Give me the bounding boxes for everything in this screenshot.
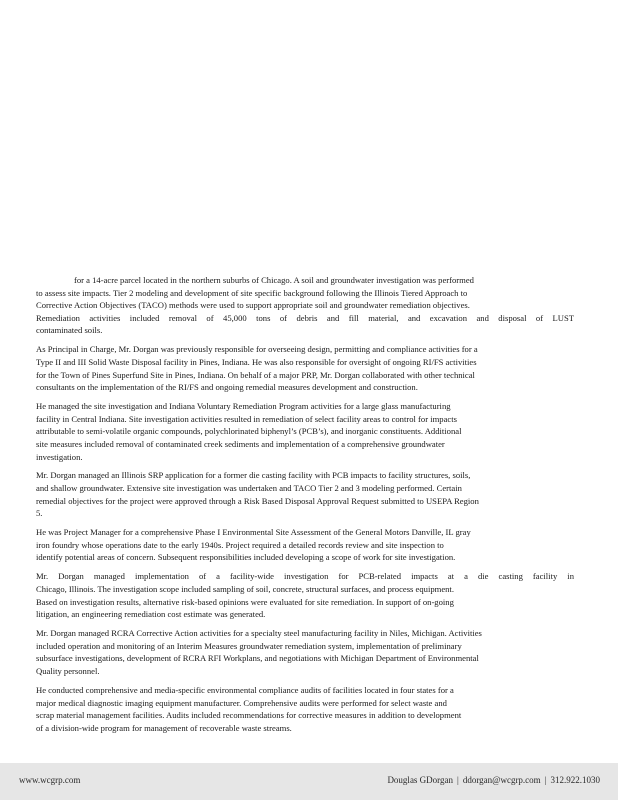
text-line: included operation and monitoring of an Interim Measures groundwater remediation system, implementation of preliminary bbox=[36, 640, 462, 651]
text-line: Mr. Dorgan managed RCRA Corrective Action activities for a specialty steel manufacturing facility in Niles, Michigan. Activities bbox=[36, 628, 482, 639]
text-line: Mr. Dorgan managed an Illinois SRP application for a former die casting facility with PCB impacts to facility structures, soils, bbox=[36, 470, 471, 481]
text-line: investigation. bbox=[36, 451, 83, 462]
text-line: major medical diagnostic imaging equipment manufacturer. Comprehensive audits were performed for select waste and bbox=[36, 697, 447, 708]
text-line: for a 14-acre parcel located in the northern suburbs of Chicago. A soil and groundwater investigation was performed bbox=[74, 275, 474, 285]
body-paragraph bbox=[36, 400, 574, 463]
body-paragraph bbox=[36, 343, 574, 393]
text-line: of a division-wide program for management of recoverable waste streams. bbox=[36, 722, 292, 733]
footer-website[interactable]: www.wcgrp.com bbox=[19, 775, 81, 785]
text-line: As Principal in Charge, Mr. Dorgan was previously responsible for overseeing design, permitting and compliance activities for a bbox=[36, 344, 478, 355]
body-paragraph bbox=[36, 274, 574, 337]
footer-separator: | bbox=[544, 775, 547, 785]
footer-phone: 312.922.1030 bbox=[550, 775, 600, 785]
text-line: 5. bbox=[36, 508, 43, 519]
text-line: He was Project Manager for a comprehensive Phase I Environmental Site Assessment of the General Motors Danville, IL gray bbox=[36, 527, 471, 538]
text-line: Chicago, Illinois. The investigation scope included sampling of soil, concrete, structural surfaces, and process equipment. bbox=[36, 584, 454, 595]
page-footer bbox=[0, 763, 618, 800]
text-line: Corrective Action Objectives (TACO) methods were used to support appropriate soil and groundwater remediation objectives. bbox=[36, 300, 470, 311]
text-line: facility in Central Indiana. Site investigation activities resulted in remediation of select facility areas to control for impacts bbox=[36, 413, 457, 424]
text-line: attributable to semi-volatile organic compounds, polychlorinated biphenyl’s (PCB’s), and inorganic constituents. Additional bbox=[36, 426, 462, 437]
text-line: iron foundry whose operations date to the early 1940s. Project required a detailed records review and site inspection to bbox=[36, 539, 444, 550]
body-paragraph bbox=[36, 627, 574, 677]
text-line: Quality personnel. bbox=[36, 665, 100, 676]
body-paragraph bbox=[36, 570, 574, 620]
body-paragraph bbox=[36, 684, 574, 734]
text-line: Type II and III Solid Waste Disposal facility in Pines, Indiana. He was also responsible for oversight of ongoing RI/FS activities bbox=[36, 356, 477, 367]
footer-name: Douglas GDorgan bbox=[387, 775, 454, 785]
text-line: remedial objectives for the project were approved through a Risk Based Disposal Approval Request submitted to USEPA Region bbox=[36, 495, 479, 506]
text-line: consultants on the implementation of the RI/FS and ongoing remedial measures development and construction. bbox=[36, 382, 418, 393]
footer-separator: | bbox=[457, 775, 459, 785]
footer-email[interactable]: ddorgan@wcgrp.com bbox=[462, 775, 541, 785]
text-line: Remediation activities included removal of 45,000 tons of debris and fill material, and excavation and disposal of LUST bbox=[36, 312, 574, 323]
text-line: litigation, an engineering remediation cost estimate was generated. bbox=[36, 609, 266, 620]
body-paragraph bbox=[36, 469, 574, 519]
text-line: site measures included removal of contaminated creek sediments and implementation of a comprehensive groundwater bbox=[36, 438, 445, 449]
text-line: subsurface investigations, development of RCRA RFI Workplans, and negotiations with Michigan Department of Environmental bbox=[36, 653, 479, 664]
text-line: Based on investigation results, alternative risk-based opinions were evaluated for site remediation. In support of on-going bbox=[36, 596, 454, 607]
body-paragraph bbox=[36, 526, 574, 564]
text-line: identify potential areas of concern. Subsequent responsibilities included developing a scope of work for site investigation. bbox=[36, 552, 456, 563]
footer-contact bbox=[387, 774, 600, 786]
text-line: Mr. Dorgan managed implementation of a facility-wide investigation for PCB-related impacts at a die casting facility in bbox=[36, 571, 574, 582]
document-body bbox=[36, 274, 574, 741]
text-line: to assess site impacts. Tier 2 modeling and development of site specific background following the Illinois Tiered Approach to bbox=[36, 287, 468, 298]
text-line: He managed the site investigation and Indiana Voluntary Remediation Program activities for a large glass manufacturing bbox=[36, 401, 451, 412]
text-line: contaminated soils. bbox=[36, 325, 103, 336]
text-line: for the Town of Pines Superfund Site in Pines, Indiana. On behalf of a major PRP, Mr. Dorgan collaborated with other technical bbox=[36, 369, 475, 380]
text-line: and shallow groundwater. Extensive site investigation was undertaken and TACO Tier 2 and 3 modeling performed. Certain bbox=[36, 483, 462, 494]
text-line: He conducted comprehensive and media-specific environmental compliance audits of facilities located in four states for a bbox=[36, 684, 454, 695]
text-line: scrap material management facilities. Audits included recommendations for corrective measures in addition to development bbox=[36, 710, 462, 721]
